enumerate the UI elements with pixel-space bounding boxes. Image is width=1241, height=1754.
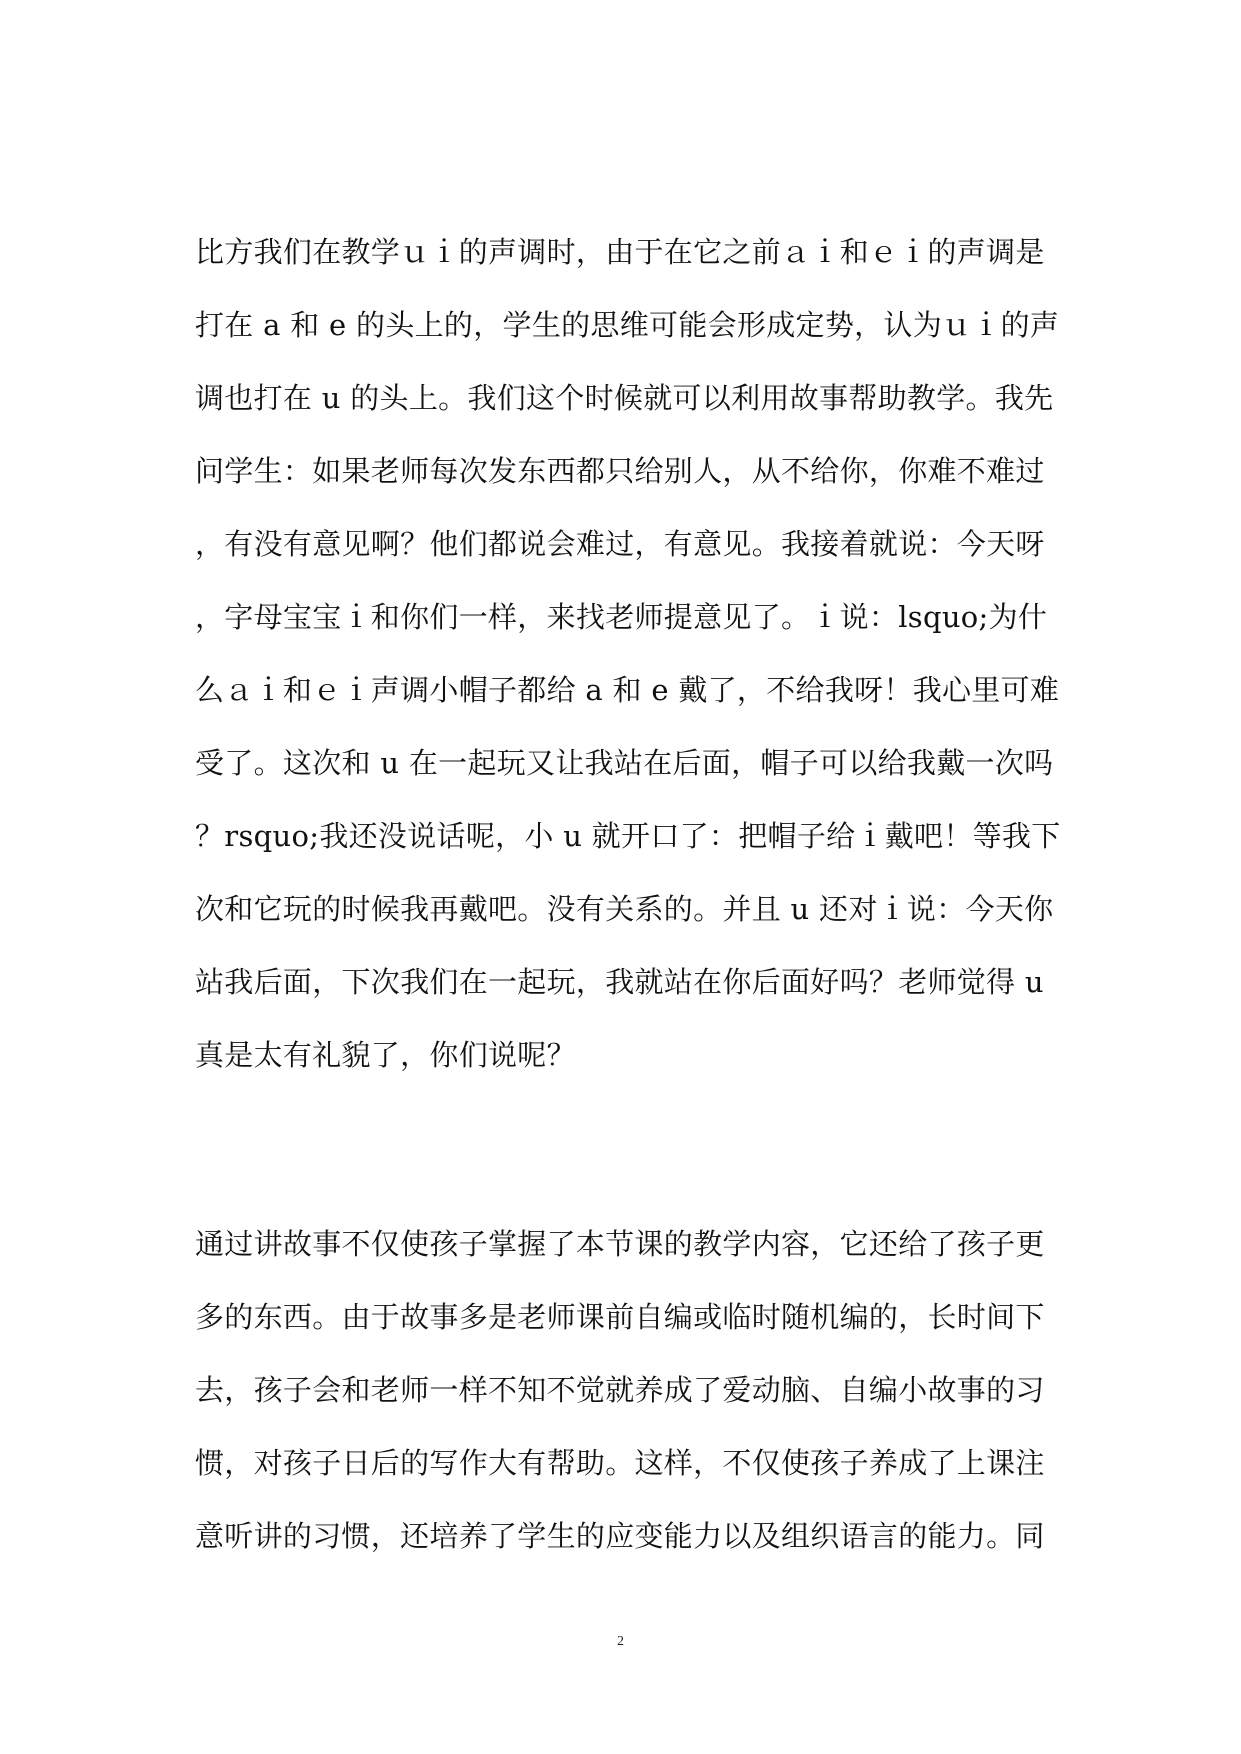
text-line: 受了。这次和 u 在一起玩又让我站在后面，帽子可以给我戴一次吗: [195, 746, 1054, 780]
text-line: 惯，对孩子日后的写作大有帮助。这样，不仅使孩子养成了上课注: [195, 1446, 1045, 1480]
text-line: 么ａｉ和ｅｉ声调小帽子都给 a 和 e 戴了，不给我呀！我心里可难: [195, 673, 1060, 707]
text-line: 站我后面，下次我们在一起玩，我就站在你后面好吗？老师觉得 u: [195, 965, 1044, 999]
text-line: 真是太有礼貌了，你们说呢？: [195, 1038, 576, 1072]
text-line: 打在 a 和 e 的头上的，学生的思维可能会形成定势，认为ｕｉ的声: [195, 308, 1060, 342]
text-line: 次和它玩的时候我再戴吧。没有关系的。并且 u 还对ｉ说：今天你: [195, 892, 1054, 926]
paragraph-story-example: [195, 216, 1061, 1092]
text-line: ，字母宝宝ｉ和你们一样，来找老师提意见了。ｉ说：lsquo;为什: [195, 600, 1048, 634]
text-line: 意听讲的习惯，还培养了学生的应变能力以及组织语言的能力。同: [195, 1519, 1045, 1553]
text-line: 问学生：如果老师每次发东西都只给别人，从不给你，你难不难过: [195, 454, 1045, 488]
text-line: 通过讲故事不仅使孩子掌握了本节课的教学内容，它还给了孩子更: [195, 1227, 1045, 1261]
text-line: 比方我们在教学ｕｉ的声调时，由于在它之前ａｉ和ｅｉ的声调是: [195, 235, 1045, 269]
text-line: ，有没有意见啊？他们都说会难过，有意见。我接着就说：今天呀: [195, 527, 1045, 561]
text-line: 去，孩子会和老师一样不知不觉就养成了爱动脑、自编小故事的习: [195, 1373, 1045, 1407]
paragraph-benefits: [195, 1208, 1055, 1573]
page-number: 2: [617, 1634, 624, 1649]
text-line: 多的东西。由于故事多是老师课前自编或临时随机编的，长时间下: [195, 1300, 1045, 1334]
text-line: 调也打在 u 的头上。我们这个时候就可以利用故事帮助教学。我先: [195, 381, 1054, 415]
text-line: ？rsquo;我还没说话呢，小 u 就开口了：把帽子给ｉ戴吧！等我下: [195, 819, 1061, 853]
